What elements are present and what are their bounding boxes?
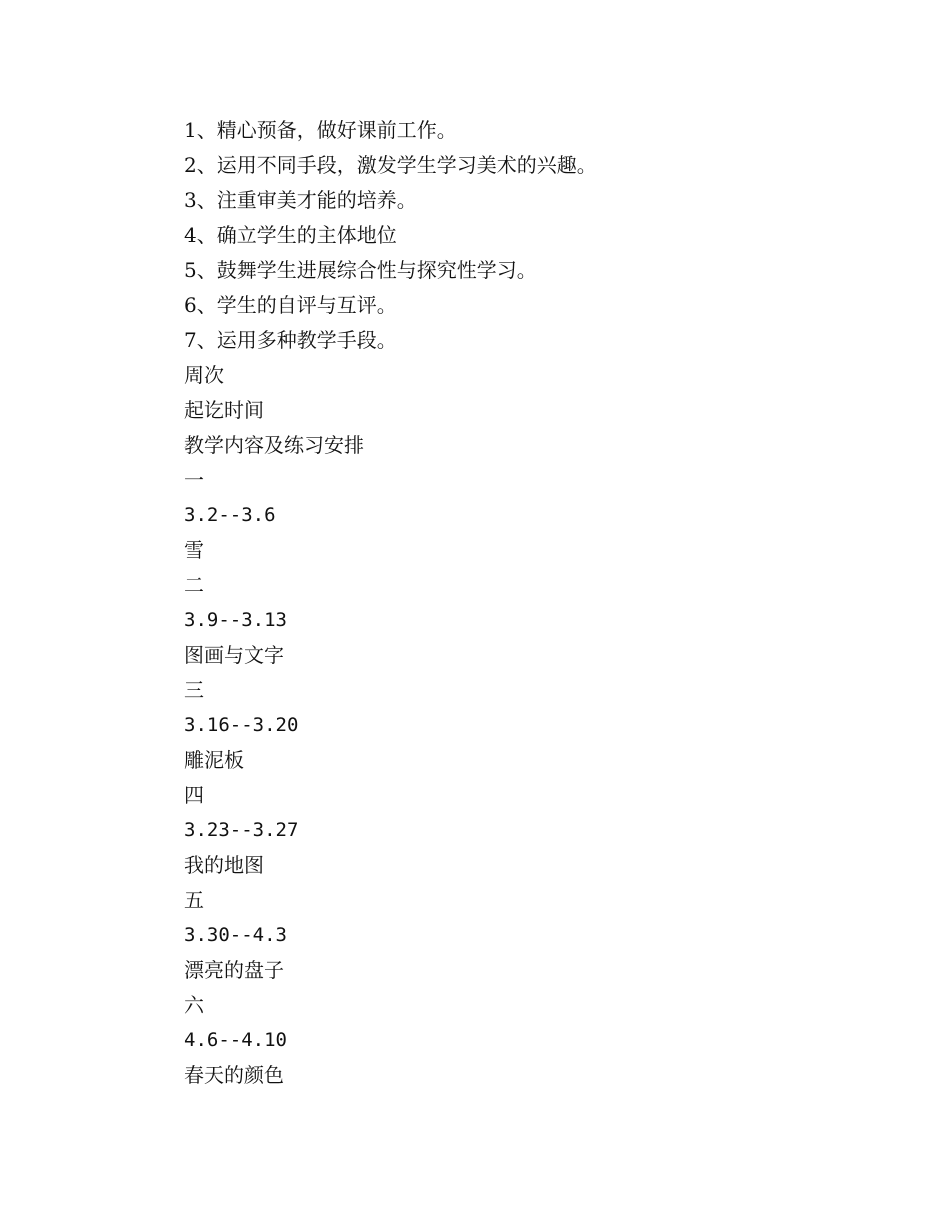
schedule-dates: 4.6--4.10 [184,1029,287,1051]
schedule-content: 春天的颜色 [184,1063,284,1087]
schedule-header-dates: 起讫时间 [184,398,264,422]
measure-item: 5、鼓舞学生进展综合性与探究性学习。 [184,258,537,282]
schedule-header-content: 教学内容及练习安排 [184,433,364,457]
schedule-week: 五 [184,888,204,912]
schedule-week: 三 [184,678,204,702]
schedule-content: 雪 [184,538,204,562]
schedule-week: 六 [184,993,204,1017]
schedule-week: 二 [184,573,204,597]
schedule-content: 雕泥板 [184,748,244,772]
schedule-content: 图画与文字 [184,643,284,667]
measure-item: 6、学生的自评与互评。 [184,293,397,317]
measure-item: 7、运用多种教学手段。 [184,328,397,352]
schedule-content: 我的地图 [184,853,264,877]
schedule-week: 四 [184,783,204,807]
schedule-header-week: 周次 [184,363,224,387]
schedule-content: 漂亮的盘子 [184,958,284,982]
document-body [184,113,884,1093]
schedule-week: 一 [184,468,204,492]
schedule-dates: 3.23--3.27 [184,819,299,841]
measure-item: 2、运用不同手段，激发学生学习美术的兴趣。 [184,153,597,177]
schedule-dates: 3.16--3.20 [184,714,299,736]
measure-item: 3、注重审美才能的培养。 [184,188,417,212]
measure-item: 1、精心预备，做好课前工作。 [184,118,457,142]
schedule-dates: 3.30--4.3 [184,924,287,946]
measure-item: 4、确立学生的主体地位 [184,223,397,247]
schedule-dates: 3.2--3.6 [184,504,276,526]
schedule-dates: 3.9--3.13 [184,609,287,631]
